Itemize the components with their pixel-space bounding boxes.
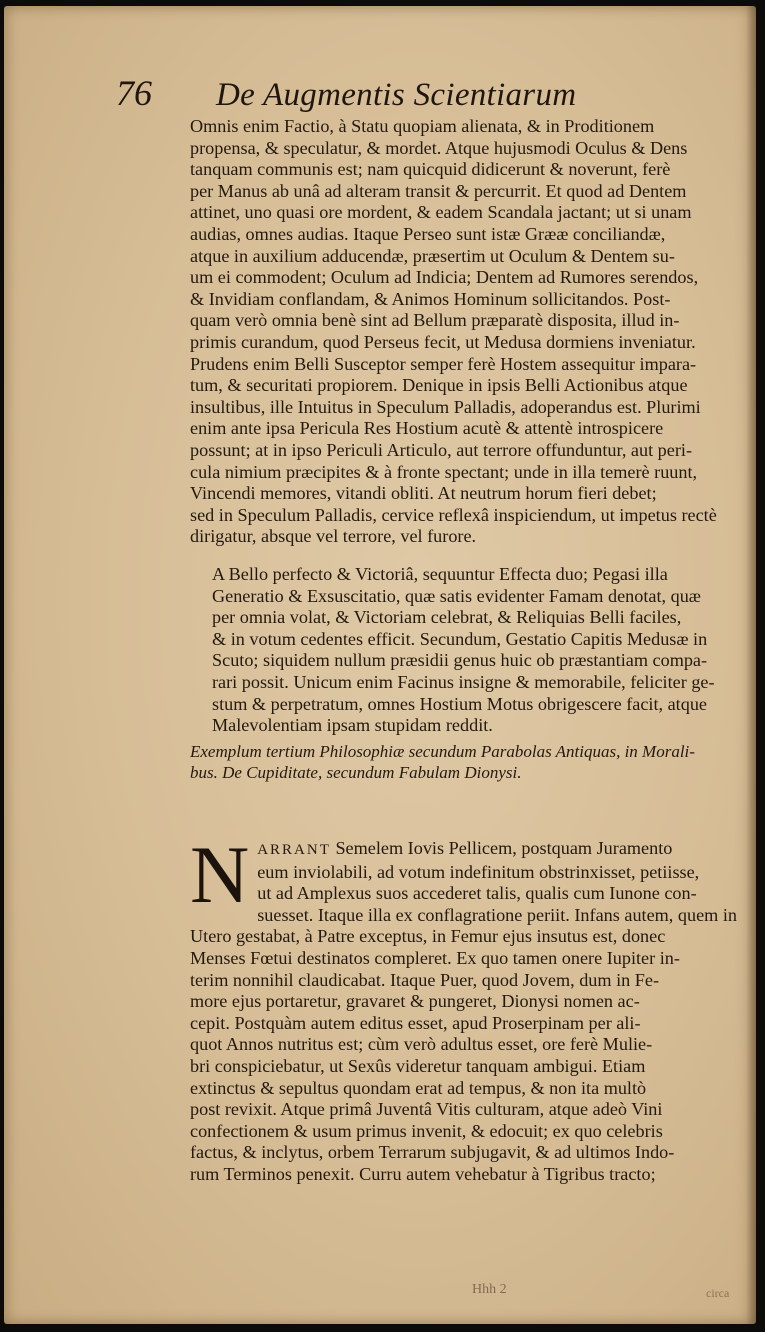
running-header: [116, 72, 726, 116]
text-line: insultibus, ille Intuitus in Speculum Palladis, adoperandus est. Plurimi: [190, 396, 701, 417]
text-line: stum & perpetratum, omnes Hostium Motus obrigescere facit, atque: [212, 693, 707, 714]
text-line: post revixit. Atque primâ Juventâ Vitis culturam, atque adeò Vini: [190, 1099, 663, 1120]
paragraph-1: [190, 116, 738, 548]
text-line: cepit. Postquàm autem editus esset, apud Proserpinam per ali-: [190, 1012, 641, 1033]
text-line: um ei commodent; Oculum ad Indicia; Dentem ad Rumores serendos,: [190, 267, 699, 288]
text-line: A Bello perfecto & Victoriâ, sequuntur Effecta duo; Pegasi illa: [212, 564, 668, 584]
running-title: De Augmentis Scientiarum: [216, 77, 577, 113]
text-line: primis curandum, quod Perseus fecit, ut Medusa dormiens inveniatur.: [190, 331, 696, 352]
text-line: more ejus portaretur, gravaret & pungeret, Dionysi nomen ac-: [190, 991, 640, 1012]
text-line: suesset. Itaque illa ex conflagratione periit. Infans autem, quem in: [257, 904, 738, 925]
text-line: & Invidiam conflandam, & Animos Hominum sollicitandos. Post-: [190, 288, 671, 309]
text-line: bri conspiciebatur, ut Sexûs videretur tanquam ambigui. Etiam: [190, 1055, 646, 1076]
text-line: Exemplum tertium Philosophiæ secundum Parabolas Antiquas, in Morali-: [190, 742, 695, 761]
text-line: Scuto; siquidem nullum præsidii genus huic ob præstantiam compa-: [212, 650, 708, 671]
text-line: eum inviolabili, ad votum indefinitum obstrinxisset, petiisse,: [257, 861, 700, 882]
first-word: ARRANT: [257, 842, 331, 858]
text-line: propensa, & speculatur, & mordet. Atque hujusmodi Oculus & Dens: [190, 137, 688, 158]
catchword: circa: [706, 1286, 730, 1300]
text-line: terim nonnihil claudicabat. Itaque Puer, quod Jovem, dum in Fe-: [190, 969, 660, 990]
page-edge-shadow: [746, 6, 756, 1324]
final-line-0: Semelem Iovis Pellicem, postquam Juramento: [330, 838, 673, 858]
text-line: rari possit. Unicum enim Facinus insigne & memorabile, feliciter ge-: [212, 671, 715, 692]
text-line: rum Terminos penexit. Curru autem vehebatur à Tigribus tracto;: [190, 1163, 656, 1184]
text-line: atque in auxilium adducendæ, præsertim ut Oculum & Dentem su-: [190, 245, 675, 266]
final-first-line: [257, 838, 738, 862]
text-line: cula nimium præcipites & à fronte spectant; unde in illa temerè ruunt,: [190, 461, 698, 482]
text-line: factus, & inclytus, orbem Terrarum subjugavit, & ad ultimos Indo-: [190, 1142, 675, 1163]
signature-mark: Hhh 2: [472, 1282, 507, 1297]
book-page: [4, 6, 756, 1324]
chapter-heading: [190, 741, 738, 783]
text-line: Menses Fœtui destinatos compleret. Ex quo tamen onere Iupiter in-: [190, 947, 680, 968]
text-line: Omnis enim Factio, à Statu quopiam alienata, & in Proditionem: [190, 116, 655, 136]
text-line: tum, & securitati propiorem. Denique in ipsis Belli Actionibus atque: [190, 375, 688, 396]
text-line: attinet, uno quasi ore mordent, & eadem Scandala jactant; ut si unam: [190, 202, 692, 223]
text-line: Generatio & Exsuscitatio, quæ satis evidenter Famam denotat, quæ: [212, 585, 701, 606]
text-line: quot Annos nutritus est; cùm verò adultus esset, ore ferè Mulie-: [190, 1034, 653, 1055]
text-line: Malevolentiam ipsam stupidam reddit.: [212, 715, 493, 736]
text-line: bus. De Cupiditate, secundum Fabulam Dionysi.: [190, 763, 522, 782]
drop-capital: N: [190, 829, 250, 920]
text-line: quam verò omnia benè sint ad Bellum præparatè disposita, illud in-: [190, 310, 680, 331]
text-line: per Manus ab unâ ad alteram transit & percurrit. Et quod ad Dentem: [190, 180, 687, 201]
text-line: Utero gestabat, à Patre exceptus, in Femur ejus insutus est, donec: [190, 926, 666, 947]
text-line: confectionem & usum primus invenit, & edocuit; ex quo celebris: [190, 1120, 663, 1141]
text-line: dirigatur, absque vel terrore, vel furore.: [190, 526, 477, 547]
text-line: Vincendi memores, vitandi obliti. At neutrum horum fieri debet;: [190, 483, 657, 504]
paragraph-2: [190, 564, 738, 737]
text-line: possunt; at in ipso Periculi Articulo, aut terrore offunduntur, aut peri-: [190, 439, 693, 460]
text-line: audias, omnes audias. Itaque Perseo sunt istæ Grææ conciliandæ,: [190, 223, 666, 244]
paragraph-final: [190, 829, 738, 1186]
text-line: enim ante ipsa Pericula Res Hostium acutè & attentè introspicere: [190, 418, 664, 439]
page-number: 76: [116, 73, 152, 113]
text-line: per omnia volat, & Victoriam celebrat, & Reliquias Belli faciles,: [212, 607, 682, 628]
text-line: tanquam communis est; nam quicquid didicerunt & noverunt, ferè: [190, 159, 671, 180]
text-line: Prudens enim Belli Susceptor semper ferè Hostem assequitur impara-: [190, 353, 697, 374]
text-line: & in votum cedentes efficit. Secundum, Gestatio Capitis Medusæ in: [212, 628, 708, 649]
text-line: ut ad Amplexus suos accederet talis, qualis cum Iunone con-: [257, 883, 697, 904]
text-line: sed in Speculum Palladis, cervice reflexâ inspiciendum, ut impetus rectè: [190, 504, 717, 525]
text-line: extinctus & sepultus quondam erat ad tempus, & non ita multò: [190, 1077, 647, 1098]
